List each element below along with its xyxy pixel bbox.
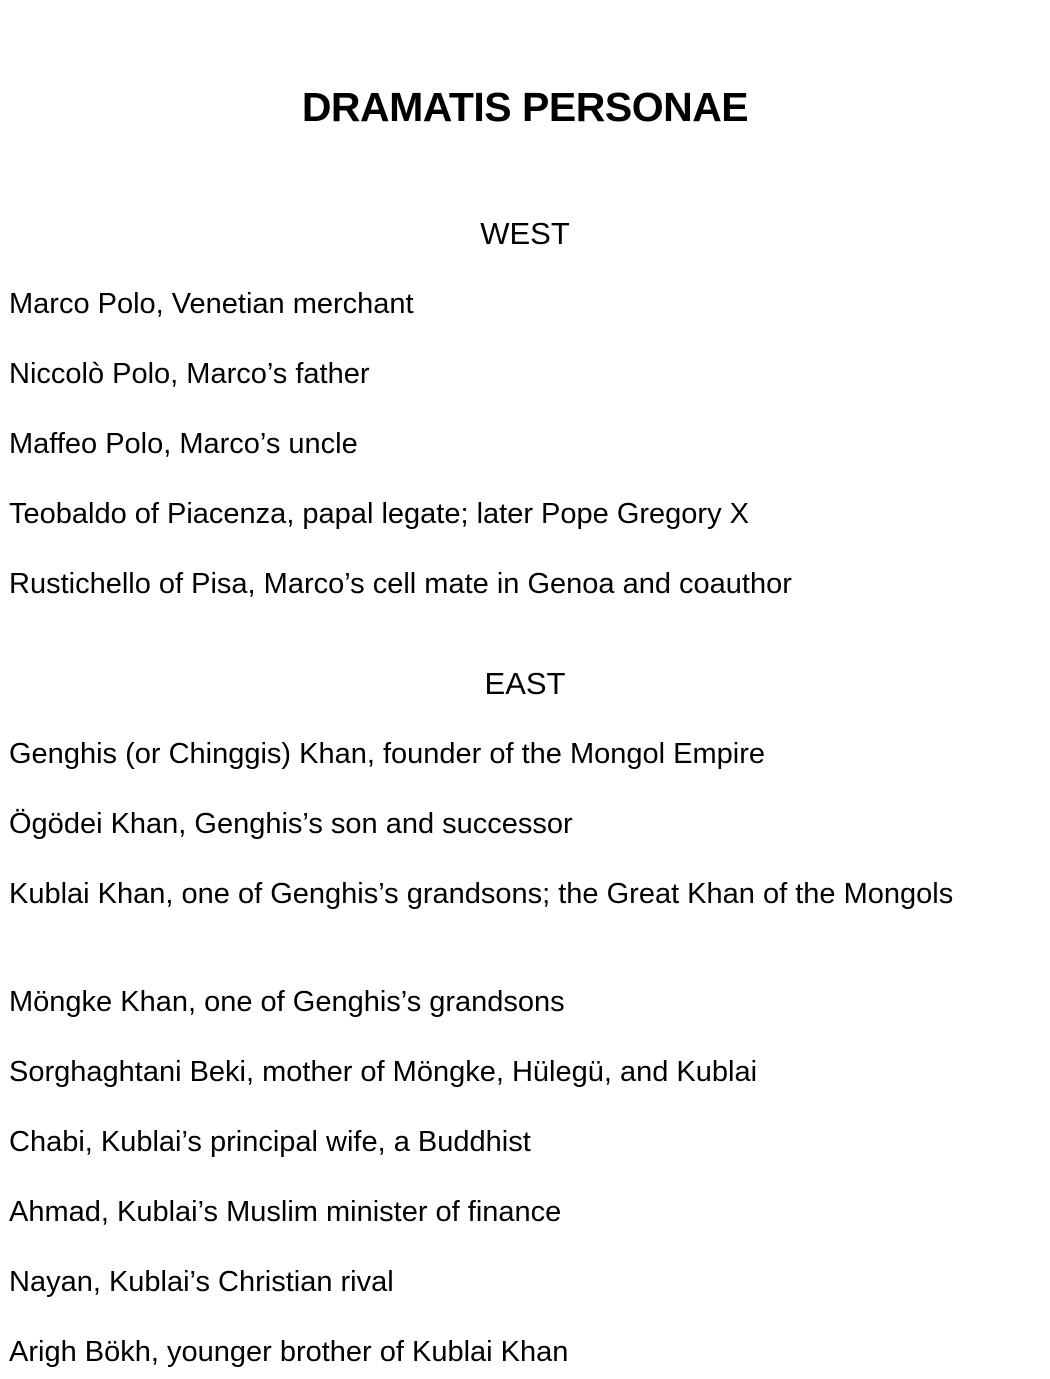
character-entry: Sorghaghtani Beki, mother of Möngke, Hülegü, and Kublai	[9, 1056, 758, 1088]
character-entry: Teobaldo of Piacenza, papal legate; later Pope Gregory X	[9, 498, 749, 530]
character-entry: Ahmad, Kublai’s Muslim minister of finance	[9, 1196, 562, 1228]
character-entry: Kublai Khan, one of Genghis’s grandsons; the Great Khan of the Mongols	[9, 878, 954, 910]
character-entry: Niccolò Polo, Marco’s father	[9, 358, 370, 390]
character-entry: Genghis (or Chinggis) Khan, founder of the Mongol Empire	[9, 738, 766, 770]
character-entry: Marco Polo, Venetian merchant	[9, 288, 414, 320]
character-entry: Rustichello of Pisa, Marco’s cell mate in Genoa and coauthor	[9, 568, 792, 600]
page-title: DRAMATIS PERSONAE	[301, 84, 749, 130]
character-entry: Möngke Khan, one of Genghis’s grandsons	[9, 986, 565, 1018]
character-entry: Chabi, Kublai’s principal wife, a Buddhist	[9, 1126, 531, 1158]
character-entry: Nayan, Kublai’s Christian rival	[9, 1266, 394, 1298]
section-heading-east: EAST	[484, 666, 566, 701]
character-entry: Ögödei Khan, Genghis’s son and successor	[9, 808, 573, 840]
character-entry: Maffeo Polo, Marco’s uncle	[9, 428, 358, 460]
section-heading-west: WEST	[480, 216, 570, 251]
character-entry: Arigh Bökh, younger brother of Kublai Khan	[9, 1336, 569, 1368]
